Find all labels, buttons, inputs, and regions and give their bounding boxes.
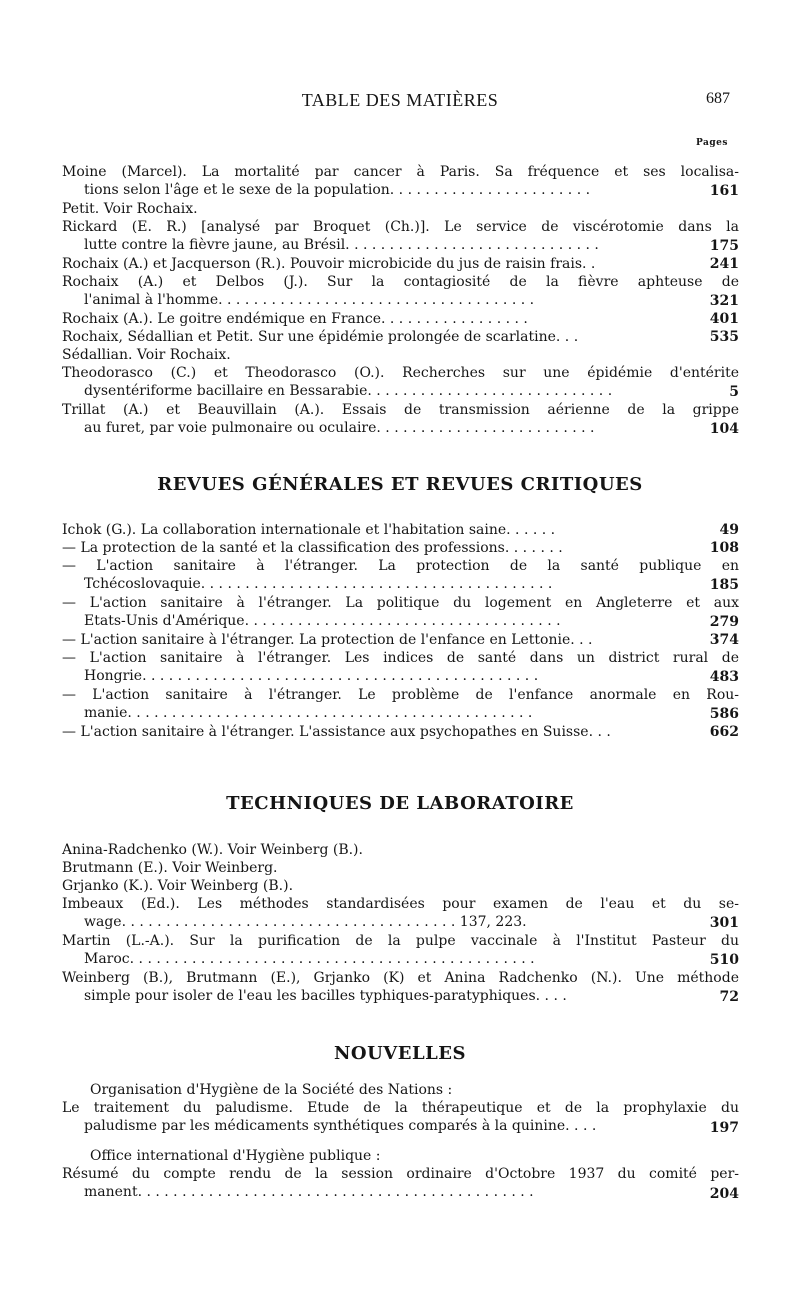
toc-entry <box>62 594 739 631</box>
section-title-revues: REVUES GÉNÉRALES ET REVUES CRITIQUES <box>157 474 643 495</box>
toc-entry-page: 185 <box>709 576 739 593</box>
toc-entry-text: Trillat (A.) et Beauvillain (A.). Essais de transmission aérienne de la grippe <box>62 402 739 418</box>
toc-entry <box>62 723 739 741</box>
toc-entry-text: Ichok (G.). La collaboration internationale et l'habitation saine. . . . . . <box>62 522 556 538</box>
toc-entry-page: 321 <box>709 292 739 309</box>
section-title-techniques: TECHNIQUES DE LABORATOIRE <box>226 793 574 814</box>
toc-entry <box>62 877 739 895</box>
toc-entry <box>62 686 739 723</box>
toc-entry <box>62 328 739 346</box>
toc-entry-continuation: Maroc. . . . . . . . . . . . . . . . . . . . . . . . . . . . . . . . . . . . . . . . . . . . . . <box>84 951 535 968</box>
toc-entry-text: Petit. Voir Rochaix. <box>62 201 198 217</box>
toc-entry <box>62 200 739 218</box>
toc-entry <box>62 521 739 539</box>
toc-entry <box>62 273 739 310</box>
toc-entry-text: Weinberg (B.), Brutmann (E.), Grjanko (K) et Anina Radchenko (N.). Une méthode <box>62 970 739 986</box>
toc-entry-text: Grjanko (K.). Voir Weinberg (B.). <box>62 878 294 894</box>
toc-entry-text: Rochaix (A.) et Delbos (J.). Sur la contagiosité de la fièvre aphteuse de <box>62 274 739 290</box>
section2-entries <box>62 521 739 741</box>
toc-entry-continuation: paludisme par les médicaments synthétiques comparés à la quinine. . . . <box>84 1118 597 1135</box>
section3-entries <box>62 841 739 1006</box>
toc-entry-page: 72 <box>719 988 739 1005</box>
toc-entry-text: Theodorasco (C.) et Theodorasco (O.). Recherches sur une épidémie d'entérite <box>62 365 739 381</box>
toc-entry-text: — La protection de la santé et la classification des professions. . . . . . . <box>62 540 563 556</box>
toc-entry-continuation: wage. . . . . . . . . . . . . . . . . . . . . . . . . . . . . . . . . . . . . . 137, 223. <box>84 914 527 931</box>
toc-entry <box>62 859 739 877</box>
toc-entry-continuation: simple pour isoler de l'eau les bacilles typhiques-paratyphiques. . . . <box>84 988 567 1005</box>
toc-entry-page: 301 <box>709 914 739 931</box>
toc-entry-continuation: dysentériforme bacillaire en Bessarabie. . . . . . . . . . . . . . . . . . . . . . . . . . . . <box>84 383 613 400</box>
toc-entry-continuation: l'animal à l'homme. . . . . . . . . . . . . . . . . . . . . . . . . . . . . . . . . . . . <box>84 292 535 309</box>
section4-entries <box>62 1081 739 1205</box>
toc-entry-text: — L'action sanitaire à l'étranger. Le problème de l'enfance anormale en Rou- <box>62 687 739 703</box>
toc-entry <box>62 346 739 364</box>
toc-entry-text: Rickard (E. R.) [analysé par Broquet (Ch.)]. Le service de viscérotomie dans la <box>62 219 739 235</box>
toc-entry-continuation: manent. . . . . . . . . . . . . . . . . . . . . . . . . . . . . . . . . . . . . . . . . . . . . <box>84 1184 534 1201</box>
toc-entry-text: Sédallian. Voir Rochaix. <box>62 347 231 363</box>
toc-entry-text: Rochaix, Sédallian et Petit. Sur une épidémie prolongée de scarlatine. . . <box>62 329 579 345</box>
toc-entry-text: Rochaix (A.) et Jacquerson (R.). Pouvoir microbicide du jus de raisin frais. . <box>62 256 596 272</box>
toc-entry-page: 161 <box>709 182 739 199</box>
toc-entry <box>62 649 739 686</box>
toc-entry <box>62 163 739 200</box>
toc-entry-continuation: Hongrie. . . . . . . . . . . . . . . . . . . . . . . . . . . . . . . . . . . . . . . . . . . . . <box>84 668 539 685</box>
toc-entry <box>62 631 739 649</box>
toc-entry-page: 535 <box>709 328 739 345</box>
toc-entry-text: Rochaix (A.). Le goitre endémique en France. . . . . . . . . . . . . . . . . <box>62 311 528 327</box>
toc-entry-page: 279 <box>709 613 739 630</box>
toc-entry <box>62 841 739 859</box>
toc-entry <box>62 969 739 1006</box>
toc-entry-page: 5 <box>729 383 739 400</box>
toc-entry <box>62 895 739 932</box>
toc-entry-continuation: Etats-Unis d'Amérique. . . . . . . . . . . . . . . . . . . . . . . . . . . . . . . . . . . . <box>84 613 561 630</box>
toc-entry-page: 510 <box>709 951 739 968</box>
toc-entry-text: Martin (L.-A.). Sur la purification de la pulpe vaccinale à l'Institut Pasteur du <box>62 933 739 949</box>
toc-entry <box>62 401 739 438</box>
toc-entry-text: — L'action sanitaire à l'étranger. La protection de la santé publique en <box>62 558 739 574</box>
toc-entry <box>62 364 739 401</box>
toc-entry-text: Le traitement du paludisme. Etude de la thérapeutique et de la prophylaxie du <box>62 1100 739 1117</box>
toc-entry-text: — L'action sanitaire à l'étranger. La politique du logement en Angleterre et aux <box>62 595 739 611</box>
toc-entry-text: — L'action sanitaire à l'étranger. Les indices de santé dans un district rural de <box>62 650 739 666</box>
toc-entry <box>62 557 739 594</box>
news-entry-intro: Organisation d'Hygiène de la Société des Nations : <box>90 1082 453 1098</box>
section-title-nouvelles: NOUVELLES <box>333 1043 467 1064</box>
toc-entry <box>62 218 739 255</box>
page-number: 687 <box>706 90 730 107</box>
toc-entry-page: 175 <box>709 237 739 254</box>
toc-entry-page: 197 <box>709 1119 739 1136</box>
toc-entry-page: 374 <box>709 631 739 648</box>
news-entry <box>62 1081 739 1147</box>
toc-entry-page: 49 <box>719 521 739 538</box>
toc-entry-continuation: lutte contre la fièvre jaune, au Brésil. . . . . . . . . . . . . . . . . . . . . . . . . . . . . <box>84 237 599 254</box>
toc-entry <box>62 932 739 969</box>
toc-entry-text: Imbeaux (Ed.). Les méthodes standardisées pour examen de l'eau et du se- <box>62 896 739 912</box>
toc-entry-text: — L'action sanitaire à l'étranger. L'assistance aux psychopathes en Suisse. . . <box>62 724 611 740</box>
section1-entries <box>62 163 739 438</box>
toc-entry <box>62 539 739 557</box>
toc-entry-text: Résumé du compte rendu de la session ordinaire d'Octobre 1937 du comité per- <box>62 1166 739 1183</box>
toc-entry-continuation: Tchécoslovaquie. . . . . . . . . . . . . . . . . . . . . . . . . . . . . . . . . . . . . . . . <box>84 576 553 593</box>
toc-entry-page: 108 <box>709 539 739 556</box>
toc-entry-continuation: tions selon l'âge et le sexe de la population. . . . . . . . . . . . . . . . . . . . . . . <box>84 182 591 199</box>
toc-entry <box>62 310 739 328</box>
toc-entry-text: — L'action sanitaire à l'étranger. La protection de l'enfance en Lettonie. . . <box>62 632 593 648</box>
pages-column-label: Pages <box>696 138 728 148</box>
running-header-title: TABLE DES MATIÈRES <box>301 90 499 110</box>
news-entry <box>62 1147 739 1205</box>
toc-entry-continuation: au furet, par voie pulmonaire ou oculaire. . . . . . . . . . . . . . . . . . . . . . . . . <box>84 420 595 437</box>
toc-entry-text: Anina-Radchenko (W.). Voir Weinberg (B.). <box>62 842 363 858</box>
toc-entry-text: Brutmann (E.). Voir Weinberg. <box>62 860 278 876</box>
toc-entry-page: 662 <box>709 723 739 740</box>
toc-entry-page: 104 <box>709 420 739 437</box>
toc-entry-page: 483 <box>709 668 739 685</box>
toc-entry-page: 204 <box>709 1185 739 1202</box>
toc-entry-page: 401 <box>709 310 739 327</box>
toc-entry-text: Moine (Marcel). La mortalité par cancer à Paris. Sa fréquence et ses localisa- <box>62 164 739 180</box>
toc-entry-continuation: manie. . . . . . . . . . . . . . . . . . . . . . . . . . . . . . . . . . . . . . . . . . . . . . <box>84 705 533 722</box>
toc-entry <box>62 255 739 273</box>
toc-entry-page: 241 <box>709 255 739 272</box>
toc-entry-page: 586 <box>709 705 739 722</box>
news-entry-intro: Office international d'Hygiène publique : <box>90 1148 381 1164</box>
